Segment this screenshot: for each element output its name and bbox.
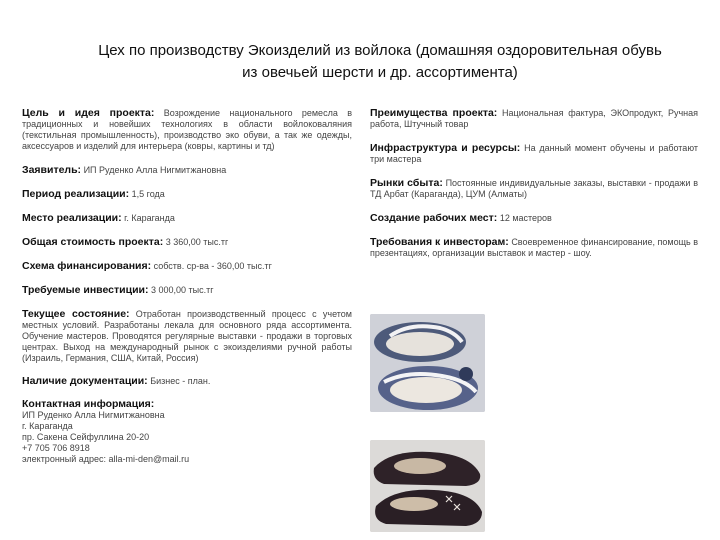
period-section [22, 189, 352, 200]
markets-section [370, 178, 698, 200]
title-line-1: Цех по производству Экоизделий из войлока (домашняя оздоровительная обувь [98, 42, 662, 59]
place-value: г. Караганда [124, 213, 175, 223]
investor-req-value: Своевременное финансирование, помощь в презентациях, организации выставок и мастер - шоу. [370, 237, 698, 258]
contact-phone: +7 705 706 8918 [22, 443, 90, 453]
goal-value: Возрождение национального ремесла в традиционных и новейших технологиях в области войлоковаляния (текстильная промышленность), производство эко обуви, а так же одежды, аксессуаров и изделий для интерьера (ковры, картины и тд) [22, 108, 352, 151]
investments-section [22, 285, 352, 296]
status-value: Отработан производственный процесс с учетом местных условий. Разработаны лекала для основного ряда ассортимента. Обучение мастеров. Проводятся регулярные выставки - продажи в торговых центрах. Выход на международный рынок с экоизделиями ручной работы (Израиль, Германия, США, Китай, Россия) [22, 309, 352, 363]
page-title [60, 40, 700, 84]
applicant-value: ИП Руденко Алла Нигмитжановна [83, 165, 227, 175]
contact-address: пр. Сакена Сейфуллина 20-20 [22, 432, 150, 442]
investments-value: 3 000,00 тыс.тг [151, 285, 214, 295]
investments-label: Требуемые инвестиции: [22, 284, 149, 296]
left-column [22, 108, 352, 476]
contacts-label: Контактная информация: [22, 398, 155, 410]
place-label: Место реализации: [22, 212, 122, 224]
docs-section [22, 376, 352, 387]
goal-label: Цель и идея проекта: [22, 107, 155, 119]
infrastructure-value: На данный момент обучены и работают три мастера [370, 143, 698, 164]
jobs-label: Создание рабочих мест: [370, 212, 498, 224]
cost-value: 3 360,00 тыс.тг [165, 237, 229, 247]
docs-value: Бизнес - план. [150, 376, 211, 386]
status-section [22, 309, 352, 364]
financing-section [22, 261, 352, 272]
financing-label: Схема финансирования: [22, 260, 152, 272]
felt-slippers-photo-1 [370, 314, 485, 412]
contacts-section [22, 399, 352, 465]
advantages-section [370, 108, 698, 130]
docs-label: Наличие документации: [22, 375, 148, 387]
infrastructure-section [370, 143, 698, 165]
contact-name: ИП Руденко Алла Нигмитжановна [22, 410, 165, 420]
jobs-value: 12 мастеров [499, 213, 552, 223]
period-label: Период реализации: [22, 188, 130, 200]
place-section [22, 213, 352, 224]
applicant-label: Заявитель: [22, 164, 82, 176]
goal-section [22, 108, 352, 152]
contact-city: г. Караганда [22, 421, 73, 431]
cost-section [22, 237, 352, 248]
markets-value: Постоянные индивидуальные заказы, выставки - продажи в ТД Арбат (Караганда), ЦУМ (Алматы) [370, 178, 698, 199]
infrastructure-label: Инфраструктура и ресурсы: [370, 142, 521, 154]
right-column [370, 108, 698, 270]
cost-label: Общая стоимость проекта: [22, 236, 164, 248]
title-line-2: из овечьей шерсти и др. ассортимента) [242, 64, 518, 81]
applicant-section [22, 165, 352, 176]
advantages-label: Преимущества проекта: [370, 107, 498, 119]
financing-value: собств. ср-ва - 360,00 тыс.тг [153, 261, 272, 271]
investor-req-section [370, 237, 698, 259]
jobs-section [370, 213, 698, 224]
status-label: Текущее состояние: [22, 308, 130, 320]
advantages-value: Национальная фактура, ЭКОпродукт, Ручная работа, Штучный товар [370, 108, 698, 129]
investor-req-label: Требования к инвесторам: [370, 236, 509, 248]
markets-label: Рынки сбыта: [370, 177, 443, 189]
felt-slippers-photo-2 [370, 440, 485, 532]
contact-email: электронный адрес: alla-mi-den@mail.ru [22, 454, 190, 464]
period-value: 1,5 года [131, 189, 165, 199]
